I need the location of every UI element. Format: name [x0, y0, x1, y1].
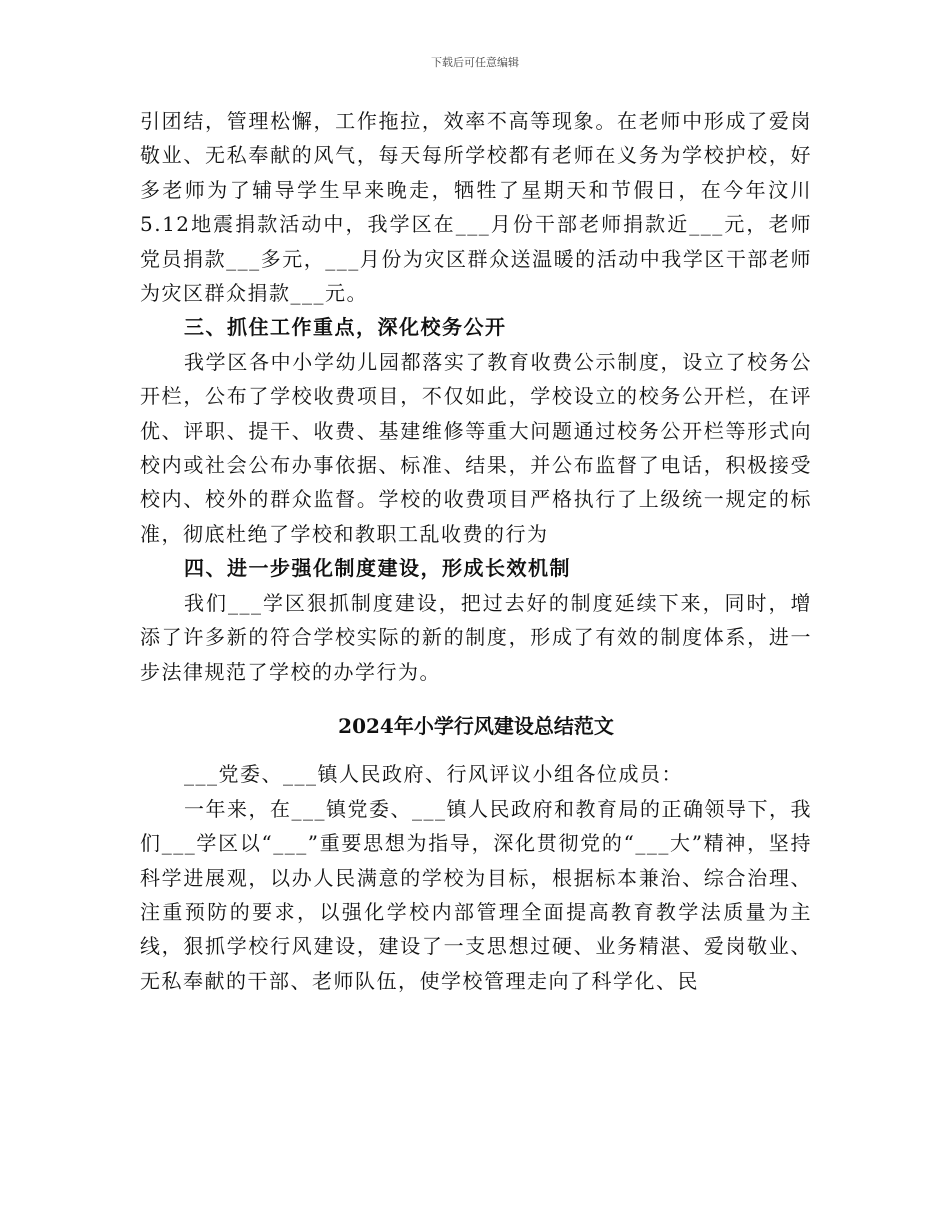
- paragraph-continuation: 引团结，管理松懈，工作拖拉，效率不高等现象。在老师中形成了爱岗敬业、无私奉献的风气，每天每所学校都有老师在义务为学校护校，好多老师为了辅导学生早来晚走，牺牲了星期天和节假日，在今年汶川5.12地震捐款活动中，我学区在___月份干部老师捐款近___元，老师党员捐款___多元，___月份为灾区群众送温暖的活动中我学区干部老师为灾区群众捐款___元。: [140, 109, 812, 306]
- section-heading-4: 四、进一步强化制度建设，形成长效机制: [184, 556, 571, 581]
- section-heading-3: 三、抓住工作重点，深化校务公开: [184, 315, 507, 340]
- document-title: 2024年小学行风建设总结范文: [338, 713, 614, 738]
- salutation: ___党委、___镇人民政府、行风评议小组各位成员：: [184, 762, 683, 787]
- paragraph-system-building: 我们___学区狠抓制度建设，把过去好的制度延续下来，同时，增添了许多新的符合学校实际的新的制度，形成了有效的制度体系，进一步法律规范了学校的办学行为。: [140, 590, 812, 684]
- paragraph-school-affairs: 我学区各中小学幼儿园都落实了教育收费公示制度，设立了校务公开栏，公布了学校收费项目，不仅如此，学校设立的校务公开栏，在评优、评职、提干、收费、基建维修等重大问题通过校务公开栏等形式向校内或社会公布办事依据、标准、结果，并公布监督了电话，积极接受校内、校外的群众监督。学校的收费项目严格执行了上级统一规定的标准，彻底杜绝了学校和教职工乱收费的行为: [140, 349, 812, 546]
- document-body: [140, 104, 812, 998]
- paragraph-intro: 一年来，在___镇党委、___镇人民政府和教育局的正确领导下，我们___学区以“___”重要思想为指导，深化贯彻党的“___大”精神，坚持科学进展观，以办人民满意的学校为目标，根据标本兼治、综合治理、注重预防的要求，以强化学校内部管理全面提高教育教学法质量为主线，狠抓学校行风建设，建设了一支思想过硬、业务精湛、爱岗敬业、无私奉献的干部、老师队伍，使学校管理走向了科学化、民: [140, 796, 812, 993]
- page-header: 下载后可任意编辑: [431, 56, 519, 69]
